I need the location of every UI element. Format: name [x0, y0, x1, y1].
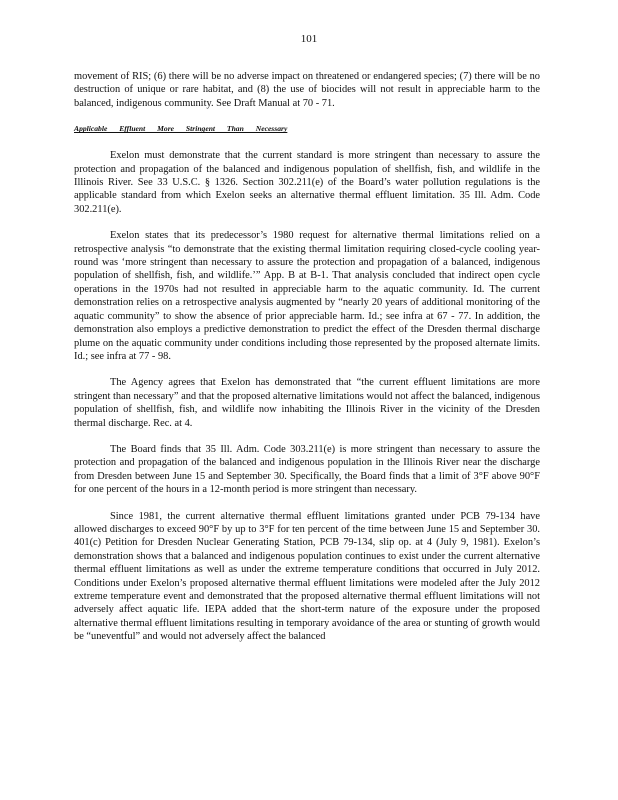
paragraph-continued: movement of RIS; (6) there will be no adverse impact on threatened or endangered species; (7) there will be no destruction of unique or rare habitat, and (8) the use of biocides will not result in appreciable harm to the balanced, indigenous community. See Draft Manual at 70 - 71.	[74, 71, 540, 109]
page-number: 101	[300, 33, 318, 45]
paragraph: The Board finds that 35 Ill. Adm. Code 303.211(e) is more stringent than necessary to assure the protection and propagation of the balanced and indigenous population in the Illinois River near the discharge from Dresden between June 15 and September 30. Specifically, the Board finds that a limit of 3°F above 90°F for one percent of the hours in a 12-month period is more stringent than necessary.	[74, 443, 540, 496]
paragraph: The Agency agrees that Exelon has demonstrated that “the current effluent limitations are more stringent than necessary” and that the proposed alternative limitations would not affect the balanced, indigenous population of shellfish, fish, and wildlife now inhabiting the Illinois River in the vicinity of the Dresden thermal discharge. Rec. at 4.	[74, 377, 540, 429]
paragraph: Since 1981, the current alternative thermal effluent limitations granted under PCB 79-134 have allowed discharges to exceed 90°F by up to 3°F for ten percent of the time between June 15 and September 30. 401(c) Petition for Dresden Nuclear Generating Station, PCB 79-134, slip op. at 4 (July 9, 1981). Exelon’s demonstration shows that a balanced and indigenous population continues to exist under the current alternative thermal effluent limitations as well as under the extreme temperature conditions that occurred in July 2012. Conditions under Exelon’s proposed alternative thermal effluent limitations were modeled after the July 2012 extreme temperature event and demonstrated that the proposed alternative thermal effluent limitations will not adversely affect aquatic life. IEPA added that the short-term nature of the exposure under the proposed alternative thermal effluent limitations resulting in temporary avoidance of the area or stunting of growth would be “uneventful” and would not adversely affect the balanced	[74, 510, 540, 643]
paragraph: Exelon must demonstrate that the current standard is more stringent than necessary to assure the protection and propagation of the balanced and indigenous population of shellfish, fish, and wildlife in the Illinois River. See 33 U.S.C. § 1326. Section 302.211(e) of the Board’s water pollution regulations is the applicable standard from which Exelon seeks an alternative thermal effluent limitation. 35 Ill. Adm. Code 302.211(e).	[74, 150, 540, 215]
section-heading: Applicable Effluent More Stringent Than Necessary	[74, 124, 288, 134]
paragraph: Exelon states that its predecessor’s 1980 request for alternative thermal limitations relied on a retrospective analysis “to demonstrate that the existing thermal limitation requiring closed-cycle cooling year-round was ‘more stringent than necessary to assure the protection and propagation of a balanced, indigenous population of shellfish, fish, and wildlife.’” App. B at B-1. That analysis concluded that indirect open cycle operations in the 1970s had not resulted in appreciable harm to the aquatic community. Id. The current demonstration relies on a retrospective analysis augmented by “nearly 20 years of additional monitoring of the aquatic community” to show the absence of prior appreciable harm. Id.; see infra at 67 - 77. In addition, the demonstration also employs a predictive demonstration to predict the effect of the Dresden thermal discharge plume on the aquatic community under conditions including those represented by the proposed alternate limits. Id.; see infra at 77 - 98.	[74, 230, 540, 362]
document-body	[74, 70, 540, 644]
